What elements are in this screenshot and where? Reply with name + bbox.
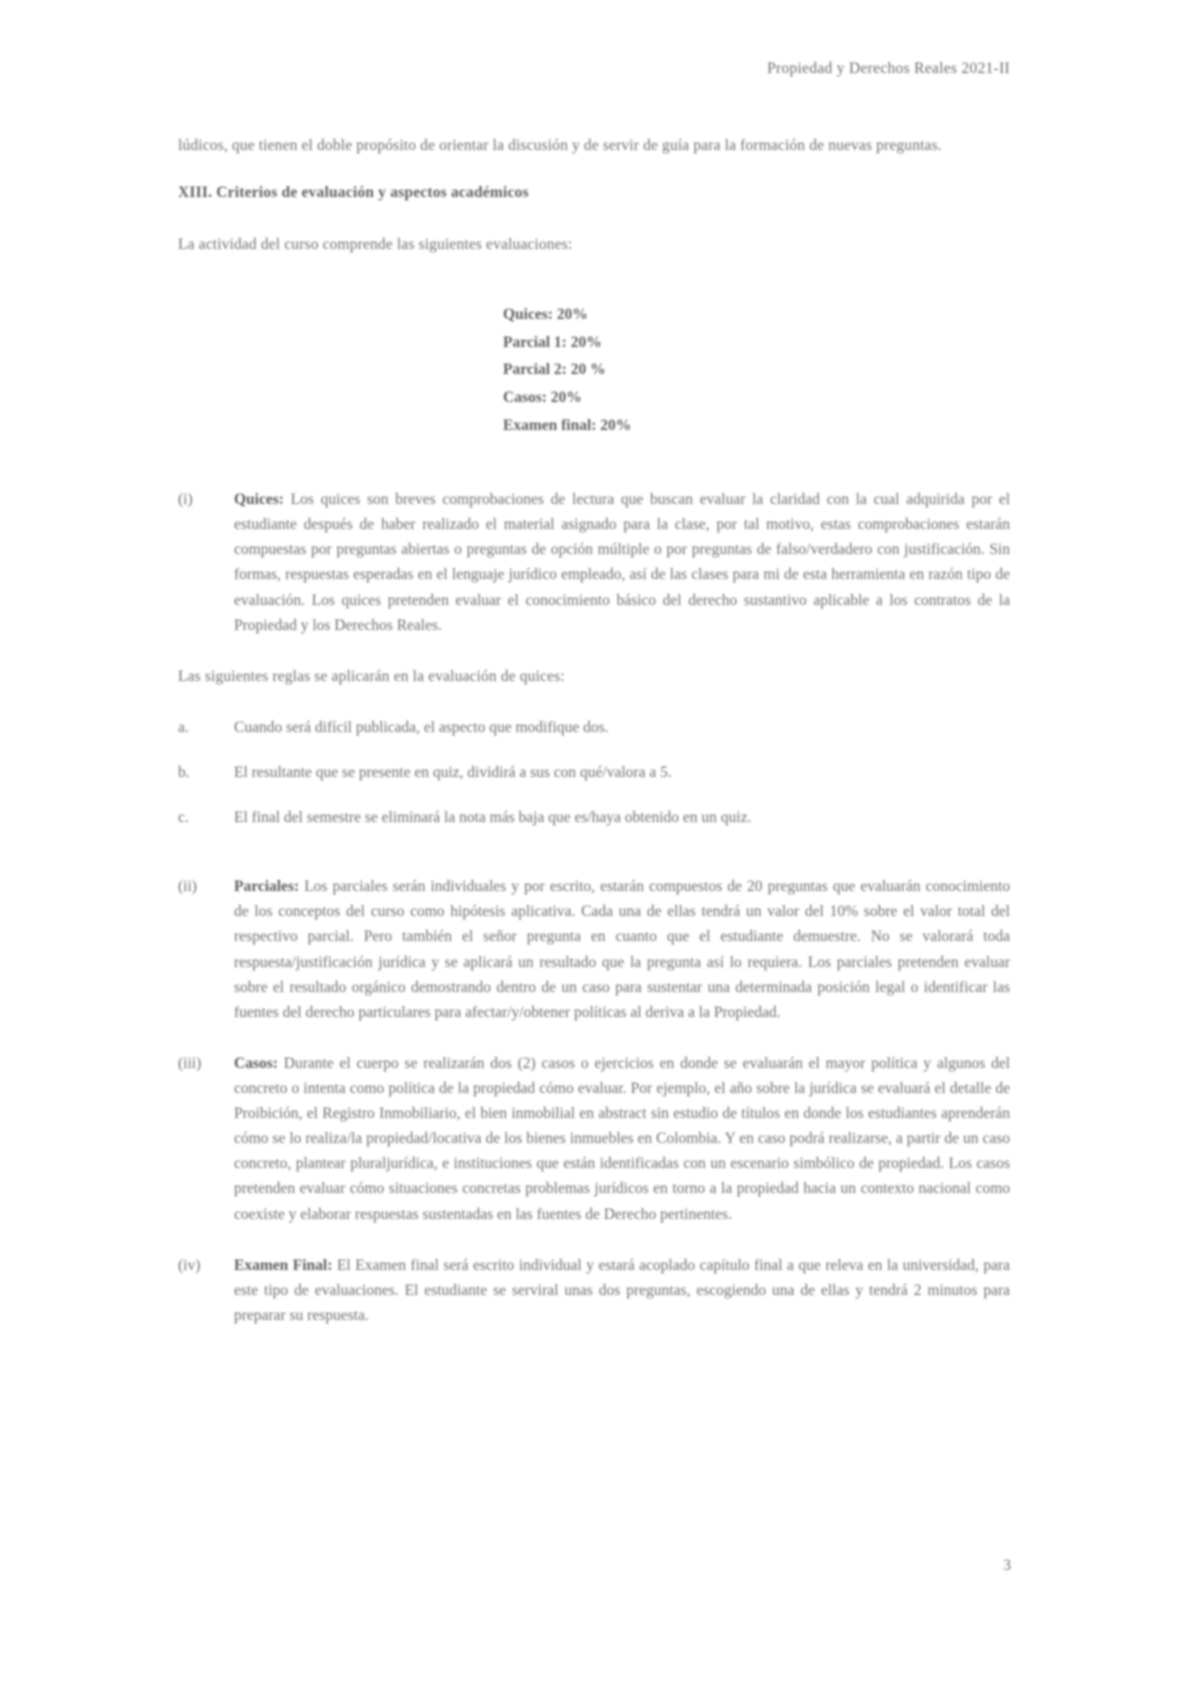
list-item-letter: b. (178, 763, 190, 781)
grade-item: Parcial 1: 20% (503, 333, 602, 351)
item-lead: Examen Final: (234, 1256, 333, 1274)
list-item (178, 805, 1010, 830)
numbered-item-parciales (178, 874, 1010, 1025)
item-text: Durante el cuerpo se realizarán dos (2) casos o ejercicios en donde se evaluarán el mayor política y algunos del concreto o intenta como política de la propiedad cómo evaluar. Por ejemplo, el año sobre la jurídica se evaluará el detalle de Proibición, el Registro Inmobiliario, el bien inmobilial en abstract sin estudio de títulos en donde los estudiantes aprenderán cómo se lo realiza/la propiedad/locativa de los bienes inmuebles en Colombia. Y en caso podrá realizarse, a partir de un caso concreto, plantear pluraljurídica, e instituciones que están identificadas con un escenario simbólico de propiedad. Los casos pretenden evaluar cómo situaciones concretas problemas jurídicos en torno a la propiedad hacia un contexto nacional como coexiste y elaborar respuestas sustentadas en las fuentes de Derecho pertinentes. (234, 1054, 1011, 1223)
item-lead: Casos: (234, 1054, 278, 1072)
item-body (234, 1253, 1010, 1328)
item-lead: Parciales: (234, 878, 300, 896)
grade-item: Parcial 2: 20 % (503, 361, 606, 379)
item-text: Los parciales serán individuales y por escrito, estarán compuestos de 20 preguntas que evaluarán conocimiento de los conceptos del curso como hipótesis aplicativa. Cada una de ellas tendrá un valor del 10% sobre el valor total del respectivo parcial. Pero también el señor pregunta en cuanto que el estudiante demuestre. No se valorará toda respuesta/justificación jurídica y se aplicará un resultado que la pregunta así lo requiera. Los parciales pretenden evaluar sobre el resultado orgánico demostrando dentro de un caso para sustentar una determinada posición legal o identificar las fuentes del derecho particulares para afectar/y/obtener políticas al deriva a la Propiedad. (234, 878, 1011, 1021)
evaluation-intro: La actividad del curso comprende las siguientes evaluaciones: (178, 236, 573, 254)
item-body (234, 487, 1010, 638)
item-lead: Quices: (234, 491, 284, 509)
list-item-text: El final del semestre se eliminará la nota más baja que es/haya obtenido en un quiz. (234, 809, 752, 827)
list-item-letter: a. (178, 718, 189, 736)
item-number: (iv) (178, 1256, 201, 1274)
list-item (178, 760, 1010, 785)
grade-item: Quices: 20% (503, 306, 588, 324)
spacer (178, 860, 1010, 874)
item-number: (i) (178, 491, 193, 509)
intro-paragraph: lúdicos, que tienen el doble propósito de orientar la discusión y de servir de guía para la formación de nuevas preguntas. (178, 137, 942, 154)
list-item-text: El resultante que se presente en quiz, dividirá a sus con qué/valora a 5. (234, 763, 672, 781)
document-content (178, 60, 1010, 1354)
rules-intro: Las siguientes reglas se aplicarán en la evaluación de quices: (178, 667, 565, 685)
item-number: (iii) (178, 1054, 202, 1072)
numbered-item-quices (178, 487, 1010, 638)
page-number: 3 (1003, 1557, 1011, 1574)
section-title: XIII. Criterios de evaluación y aspectos académicos (178, 184, 529, 202)
item-number: (ii) (178, 878, 197, 896)
item-body (234, 874, 1010, 1025)
item-text: El Examen final será escrito individual y estará acoplado capítulo final a que releva en la universidad, para este tipo de evaluaciones. El estudiante se serviral unas dos preguntas, escogiendo una de ellas y tendrá 2 minutos para preparar su respuesta. (234, 1256, 1011, 1324)
page-header: Propiedad y Derechos Reales 2021-II (767, 60, 1010, 77)
grade-item: Examen final: 20% (503, 416, 632, 434)
item-body (234, 1051, 1010, 1227)
grades-list (178, 301, 1010, 439)
list-item-text: Cuando será difícil publicada, el aspecto que modifique dos. (234, 718, 609, 736)
numbered-item-casos (178, 1051, 1010, 1227)
item-text: Los quices son breves comprobaciones de lectura que buscan evaluar la claridad con la cual adquirida por el estudiante después de haber realizado el material asignado para la clase, por tal motivo, estas comprobaciones estarán compuestas por preguntas abiertas o preguntas de opción múltiple o por preguntas de falso/verdadero con justificación. Sin formas, respuestas esperadas en el lenguaje jurídico empleado, así de las clases para mi de esta herramienta en razón tipo de evaluación. Los quices pretenden evaluar el conocimiento básico del derecho sustantivo aplicable a los contratos de la Propiedad y los Derechos Reales. (234, 491, 1011, 634)
grade-item: Casos: 20% (503, 388, 582, 406)
rules-list (178, 715, 1010, 830)
list-item (178, 715, 1010, 740)
numbered-item-examen-final (178, 1253, 1010, 1328)
list-item-letter: c. (178, 809, 189, 827)
